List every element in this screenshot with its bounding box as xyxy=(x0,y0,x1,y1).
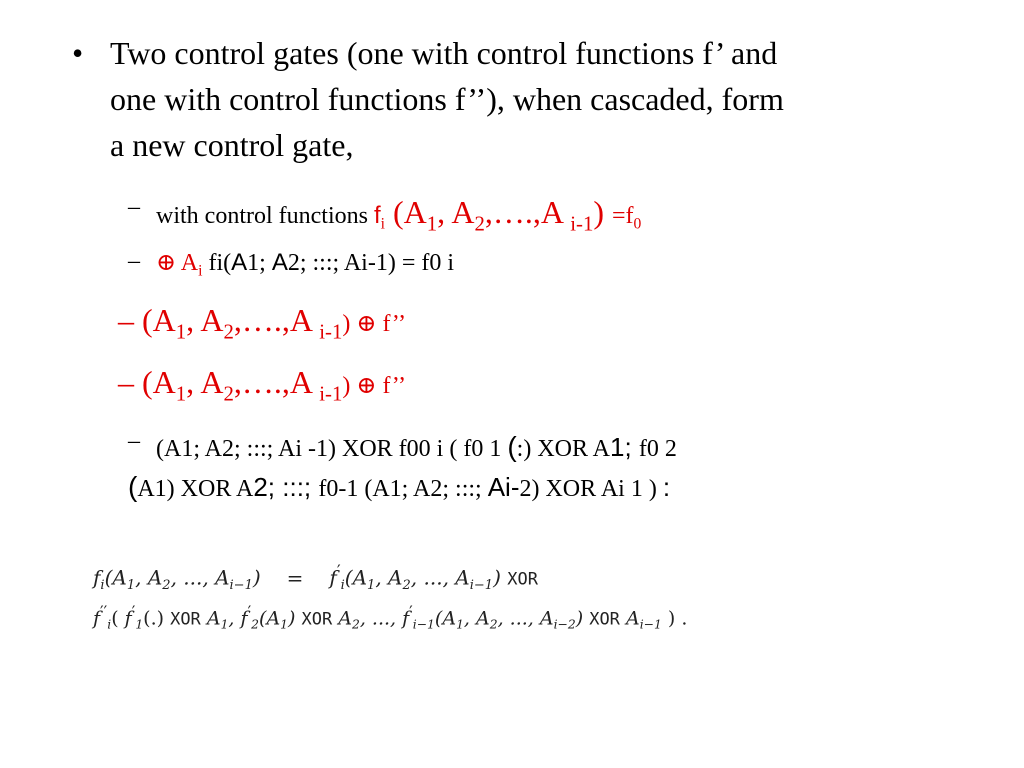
sub-bullet-5-text xyxy=(128,428,677,508)
t: ( xyxy=(507,431,517,462)
dash-marker: – xyxy=(128,194,140,220)
t: A xyxy=(332,607,352,630)
t: f xyxy=(240,607,248,630)
subscript: i xyxy=(380,215,385,233)
sub-bullet-4-text xyxy=(142,364,406,406)
t: f xyxy=(402,607,410,630)
subscript: 2 xyxy=(162,578,171,594)
t: ,….,A xyxy=(233,302,320,338)
t: 1; xyxy=(247,250,272,276)
subscript: 2 xyxy=(251,617,260,632)
sub-bullet-3-text xyxy=(142,302,406,344)
t: (.) xyxy=(143,607,171,630)
subscript: i-1 xyxy=(570,212,594,236)
main-bullet-line-2: one with control functions f’’), when cascaded, form xyxy=(110,81,784,117)
t: ) ⊕ f’’ xyxy=(342,373,406,399)
subscript: 2 xyxy=(489,617,498,632)
subscript: i xyxy=(198,262,203,280)
subscript: i xyxy=(340,578,345,594)
subscript: 2 xyxy=(402,578,411,594)
t: (A xyxy=(434,607,457,630)
t: (A xyxy=(104,565,127,590)
bullet-marker: • xyxy=(72,35,84,71)
subscript: i−1 xyxy=(639,617,662,632)
t: ,….,A xyxy=(484,194,571,230)
t: 2) XOR Ai 1 ) xyxy=(519,476,663,502)
t: ) xyxy=(493,565,501,590)
t: 2; :::; Ai-1) = f0 i xyxy=(287,250,455,276)
text: with control functions xyxy=(156,203,374,229)
t: (A xyxy=(344,565,368,590)
t: ( xyxy=(111,607,125,630)
sub-bullet-5-line-2 xyxy=(128,468,677,508)
t: , A xyxy=(186,364,224,400)
main-bullet-text xyxy=(110,30,960,168)
subscript: 0 xyxy=(633,215,642,233)
subscript: 1 xyxy=(456,617,464,632)
subscript: 2 xyxy=(223,320,234,344)
sub-bullet-2-text xyxy=(156,248,454,280)
subscript: 1 xyxy=(135,617,144,632)
formula-line-1 xyxy=(93,562,538,593)
t: ) ⊕ f’’ xyxy=(342,311,406,337)
subscript: i xyxy=(107,617,112,632)
t: ( xyxy=(128,471,138,502)
t: f0 2 xyxy=(638,436,677,462)
dash-marker: – xyxy=(128,248,140,274)
t: : xyxy=(662,472,671,502)
subscript: 1 xyxy=(220,617,229,632)
superscript: ′ xyxy=(336,562,341,581)
t: :) XOR A xyxy=(516,436,610,462)
subscript: i xyxy=(100,578,105,594)
sub-bullet-1-text xyxy=(156,194,641,236)
subscript: 1 xyxy=(126,578,136,594)
t: ⊕ A xyxy=(156,250,199,276)
t: A xyxy=(200,607,221,630)
t: A xyxy=(619,607,640,630)
red-formula xyxy=(373,194,642,236)
t: ) xyxy=(252,565,261,590)
t: (A xyxy=(142,364,176,400)
t: A1) XOR A xyxy=(137,476,254,502)
formula-line-2 xyxy=(93,602,687,632)
t: =f xyxy=(612,203,634,229)
t: , A xyxy=(375,565,403,590)
superscript: ′ xyxy=(409,602,413,621)
t: , ..., xyxy=(359,607,403,630)
t: f xyxy=(93,565,101,590)
subscript: 2 xyxy=(223,382,234,406)
t: f xyxy=(329,565,337,590)
xor-keyword: XOR xyxy=(507,569,538,590)
t: ,….,A xyxy=(233,364,320,400)
t: fi( xyxy=(202,250,232,276)
t: = xyxy=(286,565,304,590)
subscript: i-1 xyxy=(319,382,343,406)
main-bullet-line-3: a new control gate, xyxy=(110,127,354,163)
t: Ai- xyxy=(487,472,520,502)
subscript: 2 xyxy=(474,212,485,236)
args xyxy=(384,194,613,236)
t: ) xyxy=(288,607,302,630)
t: , A xyxy=(186,302,224,338)
t: , A xyxy=(135,565,163,590)
red-formula xyxy=(156,250,203,280)
t: f xyxy=(124,607,132,630)
t: (A xyxy=(259,607,281,630)
subscript: i−1 xyxy=(229,578,253,594)
subscript: i−2 xyxy=(553,617,576,632)
t: ) xyxy=(575,607,590,630)
xor-keyword: XOR xyxy=(589,609,620,630)
t: (A xyxy=(384,194,427,230)
t: , A xyxy=(463,607,490,630)
f-symbol: f xyxy=(373,202,381,229)
subscript: 1 xyxy=(280,617,289,632)
subscript: 2 xyxy=(351,617,360,632)
t: A xyxy=(231,249,248,276)
t: f xyxy=(93,607,101,630)
superscript: ′ xyxy=(131,602,136,621)
xor-keyword: XOR xyxy=(301,609,333,630)
subscript: 1 xyxy=(426,212,438,236)
main-bullet-line-1: Two control gates (one with control functions f’ and xyxy=(110,35,778,71)
t: , A xyxy=(437,194,475,230)
xor-keyword: XOR xyxy=(170,609,201,630)
t: , ..., A xyxy=(410,565,470,590)
t: , xyxy=(228,607,241,630)
superscript: ′ xyxy=(247,602,252,621)
t: 1; xyxy=(610,432,639,462)
t: (A xyxy=(142,302,176,338)
subscript: i−1 xyxy=(412,617,435,632)
t: ) . xyxy=(661,607,688,630)
t: f0-1 (A1; A2; :::; xyxy=(318,476,488,502)
t: , ..., A xyxy=(170,565,230,590)
dash-marker: – xyxy=(118,302,134,338)
subscript: 1 xyxy=(175,320,187,344)
t: ) xyxy=(593,194,613,230)
subscript: i−1 xyxy=(469,578,494,594)
subscript: 1 xyxy=(367,578,376,594)
superscript: ′′ xyxy=(100,602,108,621)
t: A xyxy=(271,249,288,276)
t: 2; :::; xyxy=(253,472,319,502)
subscript: i-1 xyxy=(319,320,343,344)
sub-bullet-5-line-1 xyxy=(156,428,677,468)
subscript: 1 xyxy=(175,382,187,406)
t: (A1; A2; :::; Ai -1) XOR f00 i ( f0 1 xyxy=(156,436,508,462)
t: , ..., A xyxy=(497,607,554,630)
dash-marker: – xyxy=(128,428,140,454)
dash-marker: – xyxy=(118,364,134,400)
